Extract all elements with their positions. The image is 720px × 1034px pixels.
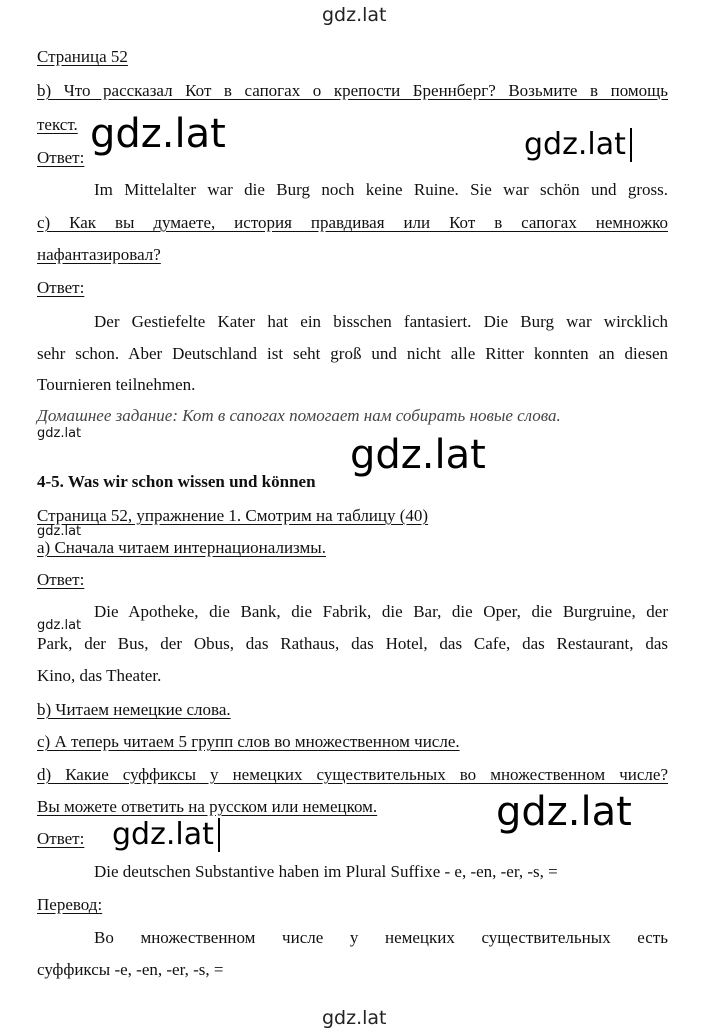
- answer-label-a: Ответ:: [37, 570, 85, 589]
- watermark-tiny-1: gdz.lat: [37, 426, 82, 441]
- translation-line1: Во множественном числе у немецких существительных есть: [94, 928, 668, 947]
- answer-b: Im Mittelalter war die Burg noch keine Ruine. Sie war schön und gross.: [94, 180, 668, 199]
- answer-d: Die deutschen Substantive haben im Plural Suffixe - e, -en, -er, -s, =: [94, 862, 558, 881]
- answer-a-line3: Kino, das Theater.: [37, 666, 162, 685]
- answer-c-line2: sehr schon. Aber Deutschland ist seht groß und nicht alle Ritter konnten an diesen: [37, 344, 668, 363]
- answer-label-d: Ответ:: [37, 829, 85, 848]
- task-a: a) Сначала читаем интернационализмы.: [37, 538, 326, 557]
- answer-a-line2: Park, der Bus, der Obus, das Rathaus, das Hotel, das Cafe, das Restaurant, das: [37, 634, 668, 653]
- answer-label-c: Ответ:: [37, 278, 85, 297]
- page-label: Страница 52: [37, 47, 128, 66]
- watermark-medium-2: gdz.lat: [112, 818, 220, 852]
- exercise-label: Страница 52, упражнение 1. Смотрим на таблицу (40): [37, 506, 429, 525]
- watermark-large-3: gdz.lat: [496, 789, 632, 835]
- watermark-medium-1: gdz.lat: [524, 128, 632, 162]
- watermark-large-2: gdz.lat: [350, 432, 486, 478]
- answer-c-line1: Der Gestiefelte Kater hat ein bisschen fantasiert. Die Burg war wircklich: [94, 312, 668, 331]
- watermark-bottom: gdz.lat: [322, 1007, 387, 1029]
- watermark-tiny-2: gdz.lat: [37, 524, 82, 539]
- question-b-line2: текст.: [37, 115, 78, 134]
- watermark-top: gdz.lat: [322, 4, 387, 26]
- answer-label-b: Ответ:: [37, 148, 85, 167]
- homework-note: Домашнее задание: Кот в сапогах помогает нам собирать новые слова.: [37, 406, 561, 425]
- question-b-line1: b) Что рассказал Кот в сапогах о крепости Бреннберг? Возьмите в помощь: [37, 81, 668, 100]
- section-heading: 4-5. Was wir schon wissen und können: [37, 472, 316, 491]
- task-d-line1: d) Какие суффиксы у немецких существительных во множественном числе?: [37, 765, 668, 784]
- task-b: b) Читаем немецкие слова.: [37, 700, 231, 719]
- task-c: c) А теперь читаем 5 групп слов во множественном числе.: [37, 732, 460, 751]
- answer-c-line3: Tournieren teilnehmen.: [37, 375, 196, 394]
- task-d-line2: Вы можете ответить на русском или немецком.: [37, 797, 378, 816]
- question-c-line1: c) Как вы думаете, история правдивая или Кот в сапогах немножко: [37, 213, 668, 232]
- watermark-tiny-3: gdz.lat: [37, 618, 82, 633]
- question-c-line2: нафантазировал?: [37, 245, 161, 264]
- translation-label: Перевод:: [37, 895, 103, 914]
- answer-a-line1: Die Apotheke, die Bank, die Fabrik, die Bar, die Oper, die Burgruine, der: [94, 602, 668, 621]
- translation-line2: суффиксы -e, -en, -er, -s, =: [37, 960, 224, 979]
- watermark-large-1: gdz.lat: [90, 111, 226, 157]
